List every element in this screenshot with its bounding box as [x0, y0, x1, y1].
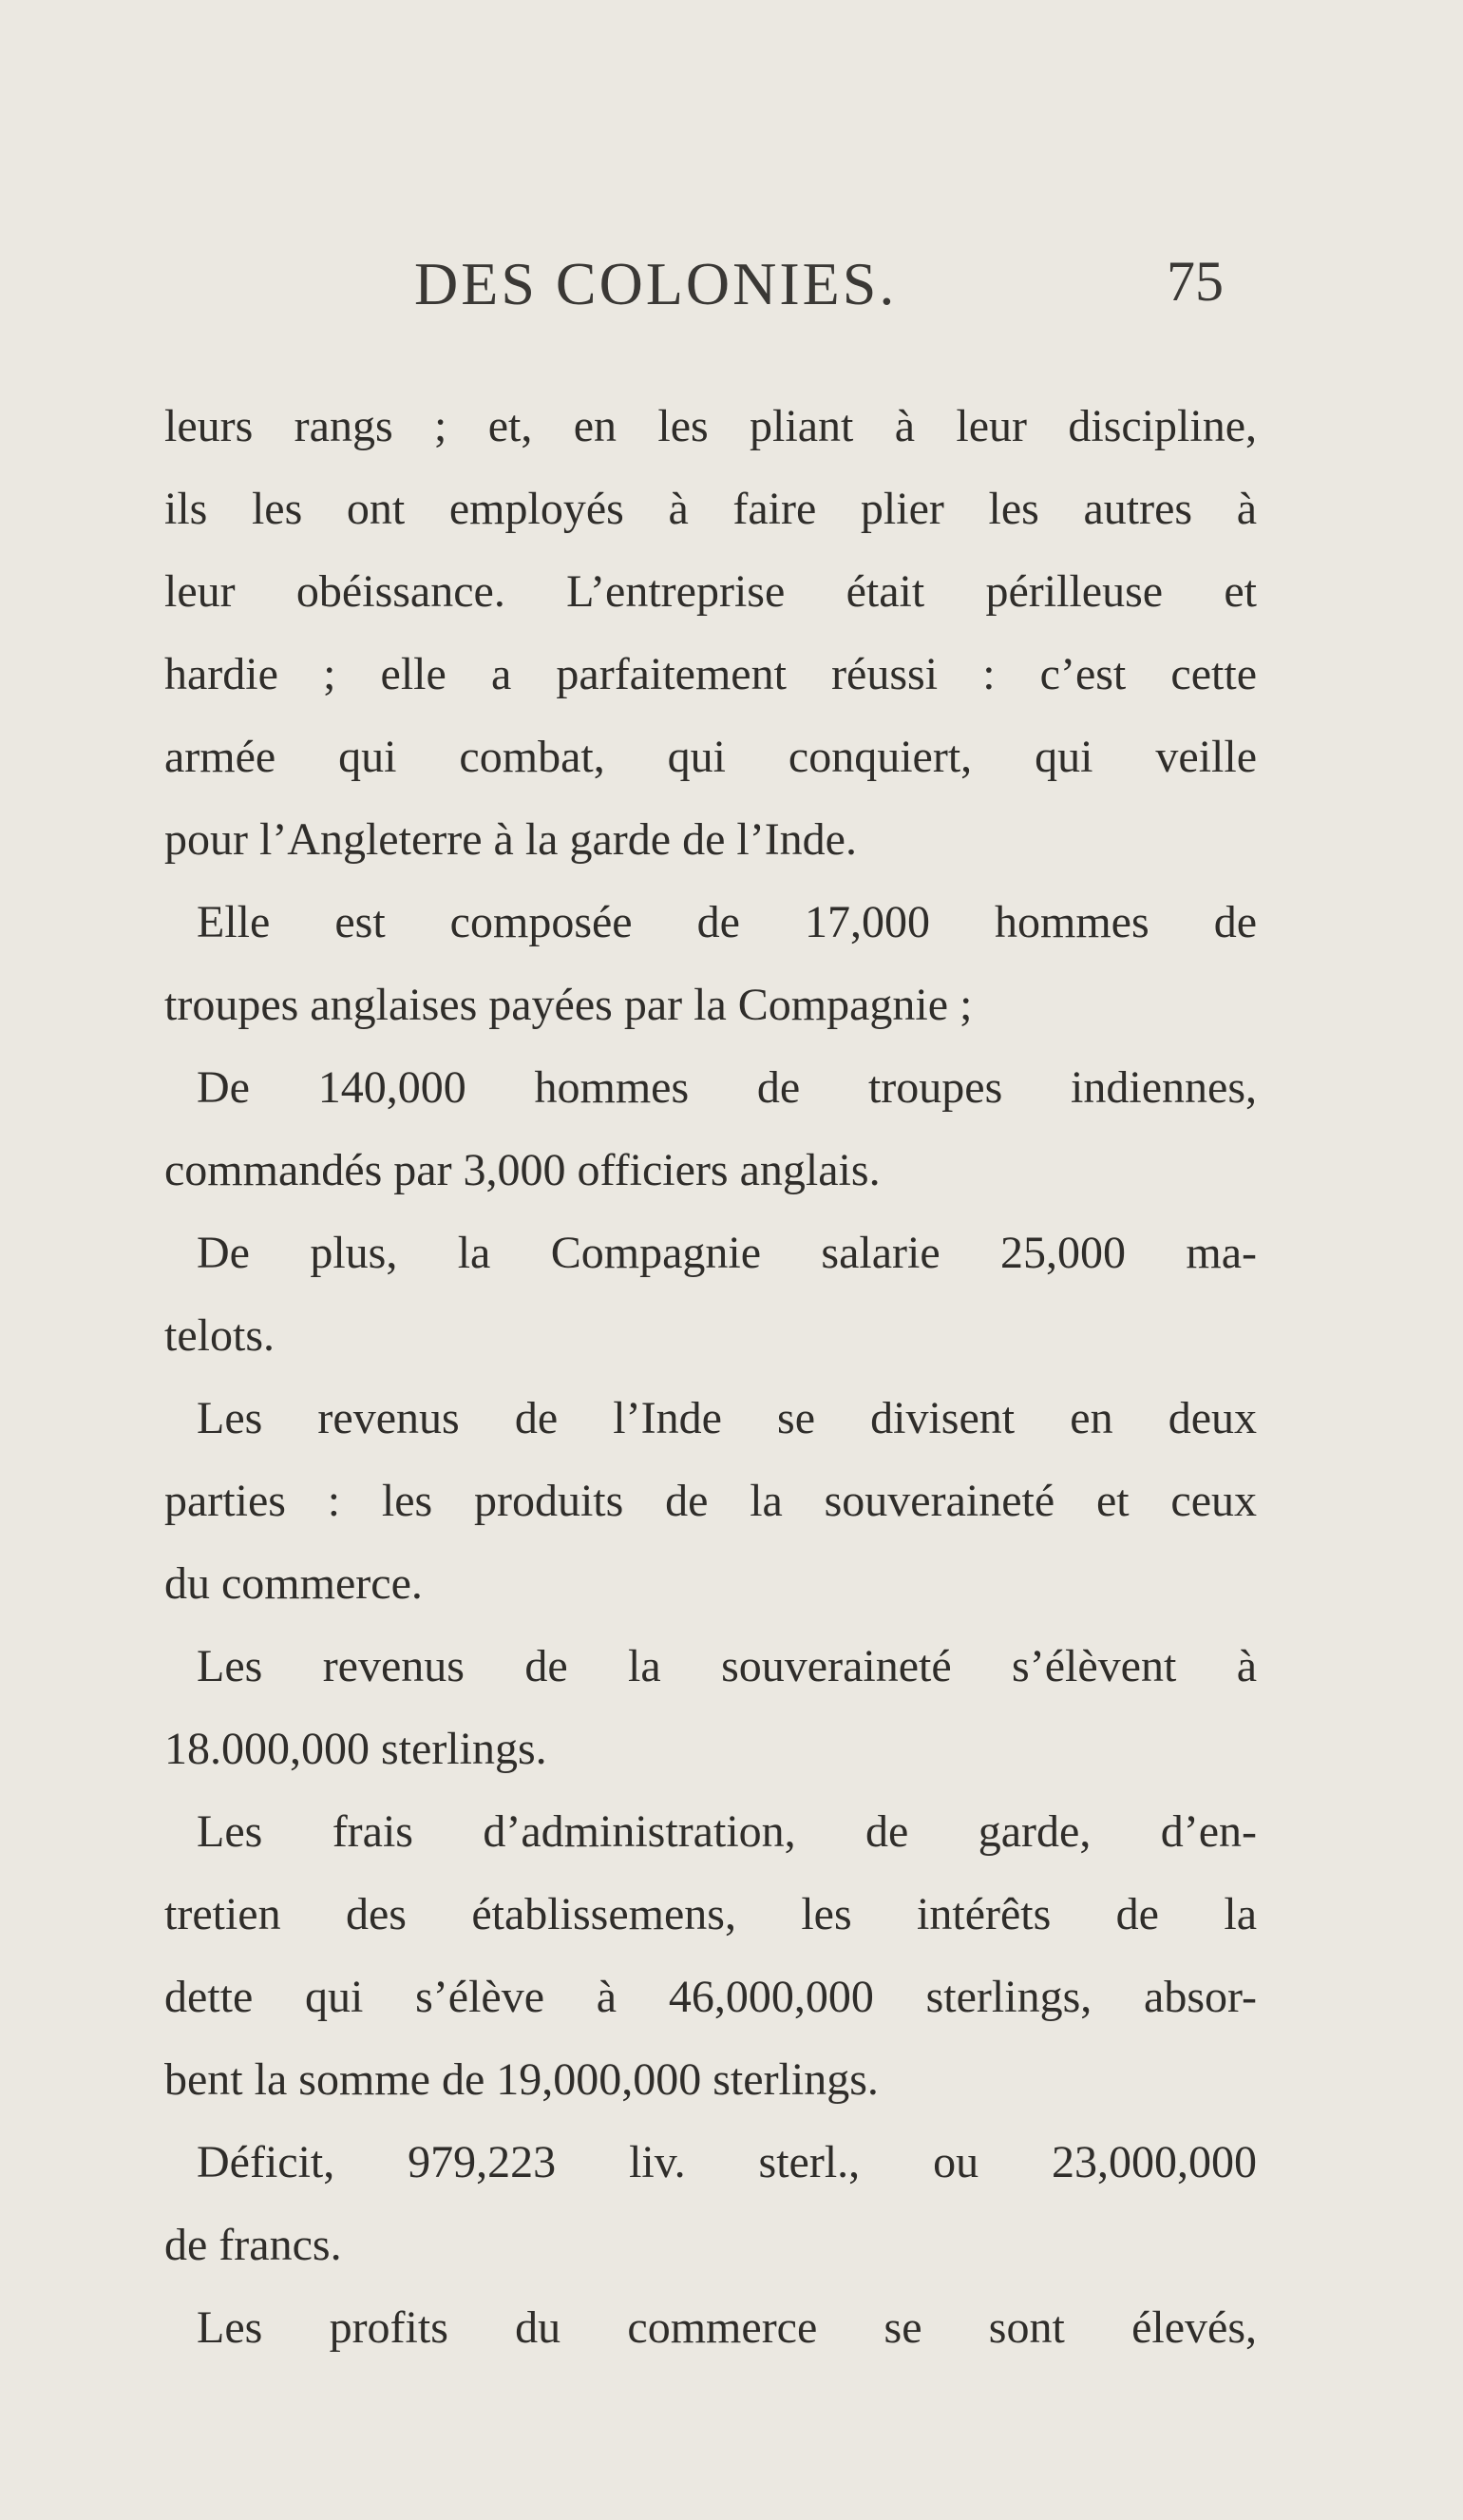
text-line: telots.: [164, 1310, 275, 1361]
text-line: armée qui combat, qui conquiert, qui veille: [164, 732, 1257, 782]
text-line: dette qui s’élève à 46,000,000 sterlings, absor-: [164, 1972, 1257, 2022]
text-line: Les revenus de la souveraineté s’élèvent à: [197, 1641, 1257, 1691]
text-line: pour l’Angleterre à la garde de l’Inde.: [164, 814, 857, 865]
text-line: Les profits du commerce se sont élevés,: [197, 2302, 1257, 2353]
text-line: Les revenus de l’Inde se divisent en deux: [197, 1393, 1257, 1443]
text-line: du commerce.: [164, 1558, 423, 1609]
text-line: tretien des établissemens, les intérêts de la: [164, 1889, 1257, 1939]
page-number: 75: [1167, 250, 1224, 313]
text-line: parties : les produits de la souveraineté et ceux: [164, 1476, 1257, 1526]
text-line: De 140,000 hommes de troupes indiennes,: [197, 1062, 1257, 1113]
text-line: Les frais d’administration, de garde, d’en-: [197, 1806, 1257, 1857]
text-line: hardie ; elle a parfaitement réussi : c’est cette: [164, 649, 1257, 699]
text-line: Déficit, 979,223 liv. sterl., ou 23,000,000: [197, 2137, 1257, 2187]
text-line: leurs rangs ; et, en les pliant à leur discipline,: [164, 401, 1257, 451]
body-text: [164, 385, 1257, 2369]
text-line: bent la somme de 19,000,000 sterlings.: [164, 2054, 879, 2105]
text-line: 18.000,000 sterlings.: [164, 1724, 547, 1774]
text-line: troupes anglaises payées par la Compagnie ;: [164, 980, 973, 1030]
text-line: de francs.: [164, 2220, 342, 2270]
running-head: [0, 249, 1463, 325]
text-line: Elle est composée de 17,000 hommes de: [197, 897, 1257, 947]
running-title: DES COLONIES.: [414, 250, 898, 317]
text-line: leur obéissance. L’entreprise était périlleuse et: [164, 566, 1257, 617]
text-line: De plus, la Compagnie salarie 25,000 ma-: [197, 1228, 1257, 1278]
text-line: ils les ont employés à faire plier les autres à: [164, 484, 1257, 534]
text-line: commandés par 3,000 officiers anglais.: [164, 1145, 881, 1195]
